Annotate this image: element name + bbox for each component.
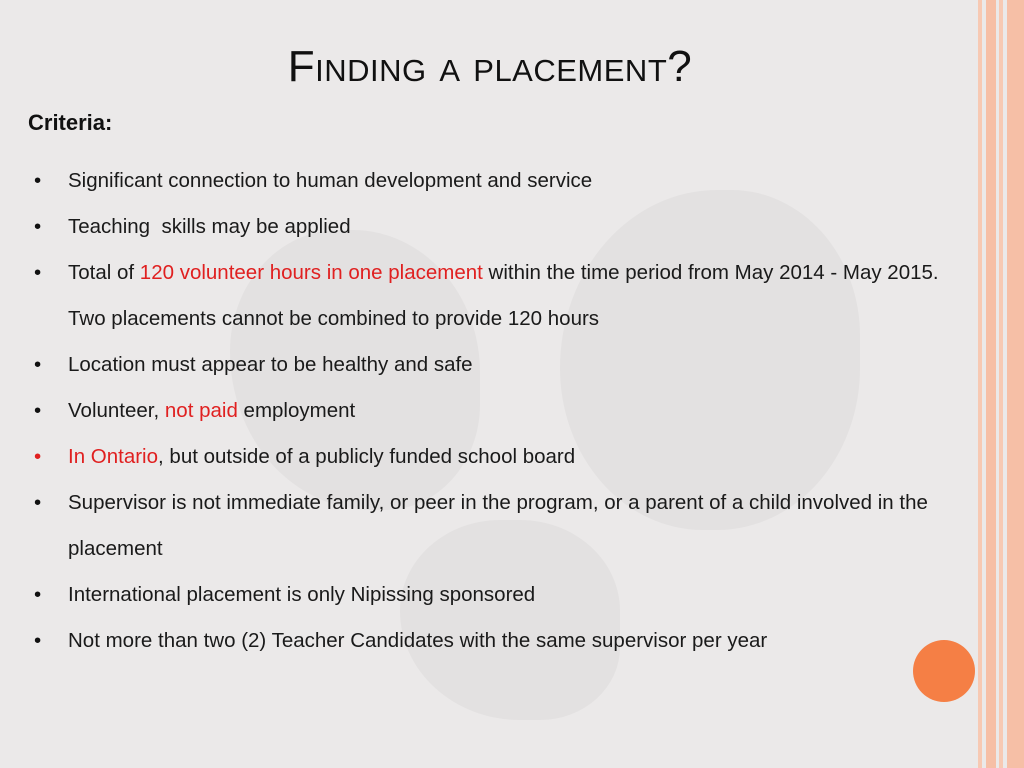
list-item-text: International placement is only Nipissing sponsored [68, 583, 536, 606]
highlight-text: In Ontario [68, 445, 159, 468]
list-item [30, 342, 975, 388]
criteria-list [30, 158, 975, 664]
bullet-icon: • [34, 629, 42, 652]
list-item-text: Location must appear to be healthy and safe [68, 353, 473, 376]
list-item [30, 204, 975, 250]
list-item-text: , but outside of a publicly funded school board [158, 445, 576, 468]
decorative-stripe [978, 0, 982, 768]
slide-title: Finding a placement? [287, 42, 693, 91]
list-item-text: Supervisor is not immediate family, or peer in the program, or a parent of a child involved in the placement [68, 491, 928, 560]
list-item-text: Volunteer, [68, 399, 165, 422]
highlight-text: not paid [164, 399, 238, 422]
list-item-text: Total of [68, 261, 140, 284]
bullet-icon: • [34, 491, 42, 514]
list-item-text: within the time period from May 2014 - May 2015. Two placements cannot be combined to provide 120 hours [68, 261, 939, 330]
list-item [30, 250, 975, 342]
list-item-text: Significant connection to human development and service [68, 169, 593, 192]
bullet-icon: • [34, 215, 42, 238]
bullet-icon: • [34, 169, 42, 192]
list-item-text: Teaching skills may be applied [68, 215, 351, 238]
list-item-text: Not more than two (2) Teacher Candidates with the same supervisor per year [68, 629, 768, 652]
decorative-stripe [999, 0, 1003, 768]
list-item [30, 388, 975, 434]
list-item [30, 480, 975, 572]
highlight-text: 120 volunteer hours in one placement [139, 261, 483, 284]
slide-subtitle: Criteria: [28, 110, 113, 135]
list-item [30, 434, 975, 480]
bullet-icon: • [34, 261, 42, 284]
list-item [30, 158, 975, 204]
decorative-stripe [1007, 0, 1024, 768]
bullet-icon: • [34, 583, 42, 606]
list-item [30, 572, 975, 618]
decorative-stripe [986, 0, 996, 768]
list-item-text: employment [237, 399, 356, 422]
bullet-icon: • [34, 399, 42, 422]
bullet-icon: • [34, 353, 42, 376]
list-item [30, 618, 975, 664]
bullet-icon: • [34, 445, 42, 468]
